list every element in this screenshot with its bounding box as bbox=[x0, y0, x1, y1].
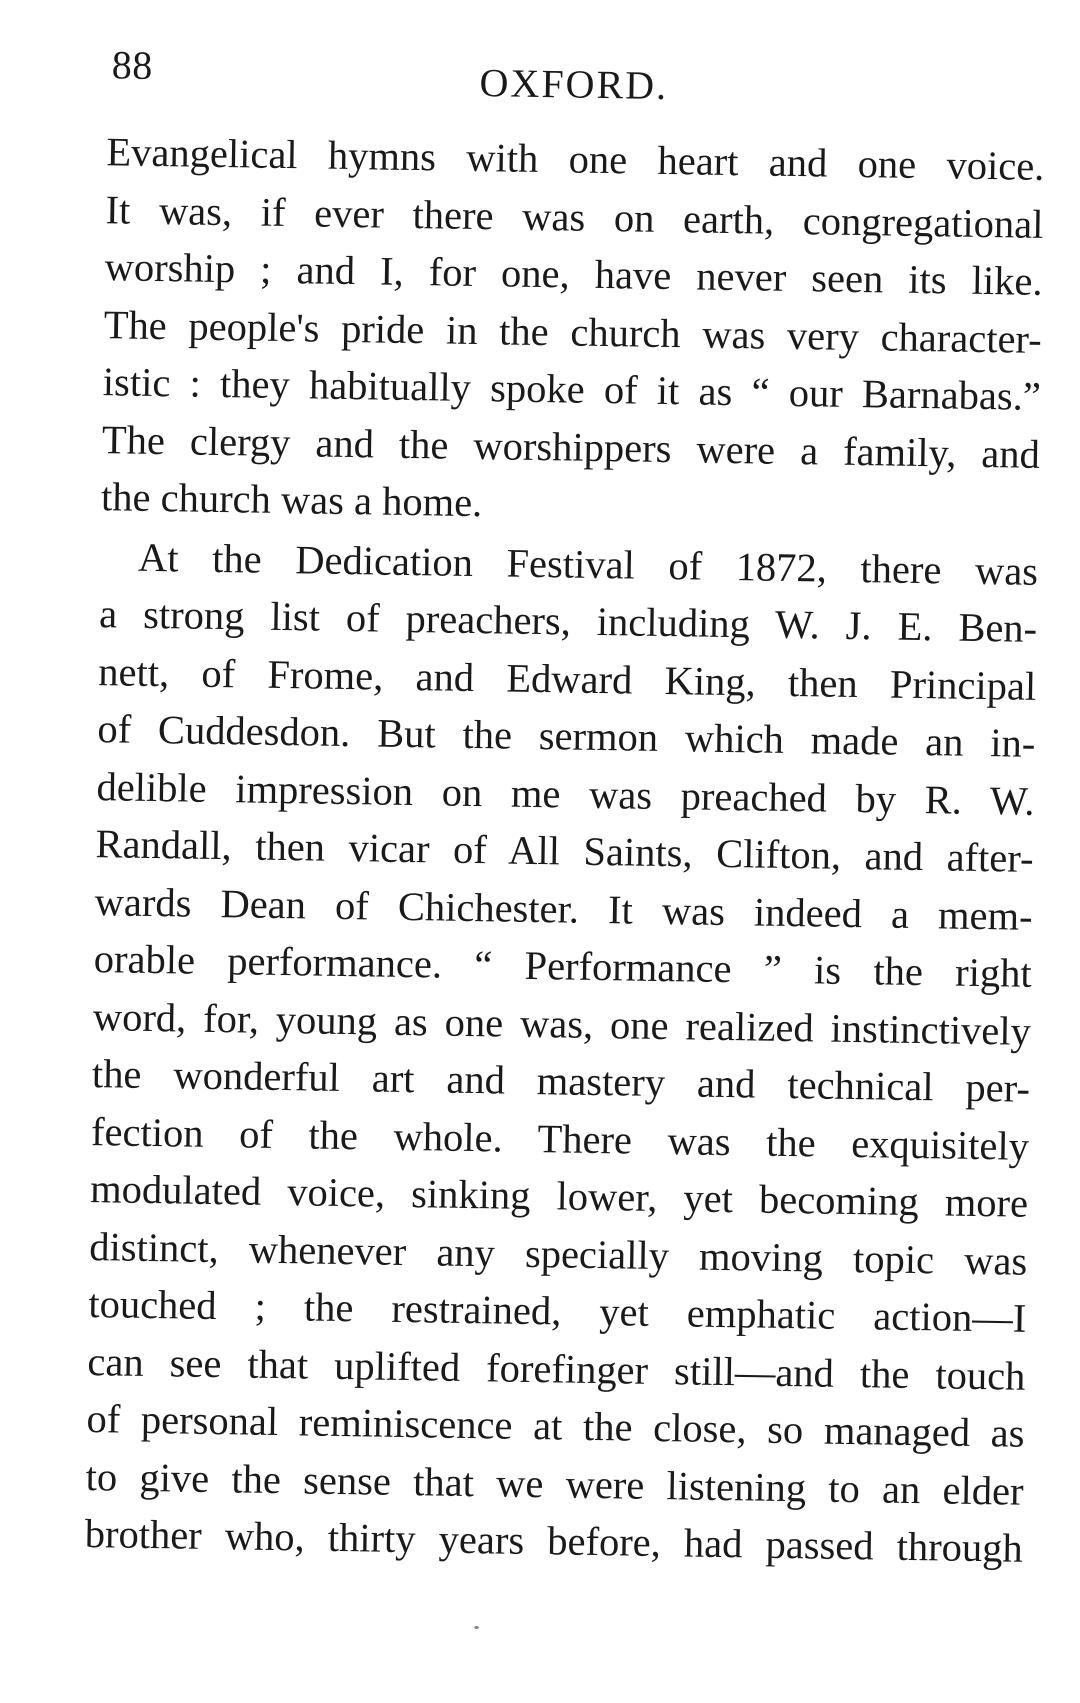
text-line: delible impression on me was preached by R. W. bbox=[96, 763, 1035, 824]
page-number: 88 bbox=[111, 42, 154, 88]
text-line: of Cuddesdon. But the sermon which made an in- bbox=[97, 706, 1036, 766]
body-text bbox=[84, 123, 1044, 1577]
text-line: brother who, thirty years before, had passed through bbox=[84, 1511, 1024, 1571]
text-line: It was, if ever there was on earth, congregational bbox=[105, 186, 1044, 247]
running-title: OXFORD. bbox=[479, 60, 669, 109]
text-line: to give the sense that we were listening to an elder bbox=[85, 1453, 1024, 1514]
text-line: a strong list of preachers, including W. J. E. Ben- bbox=[98, 591, 1038, 651]
ink-speck bbox=[474, 1626, 479, 1629]
text-line: can see that uplifted forefinger still—and the touch bbox=[87, 1338, 1026, 1399]
text-line: orable performance. “ Performance ” is the right bbox=[93, 936, 1033, 996]
text-line: The clergy and the worshippers were a family, and bbox=[101, 416, 1041, 477]
text-line: word, for, young as one was, one realized instinctively bbox=[92, 993, 1032, 1054]
text-line: Randall, then vicar of All Saints, Clifton, and after- bbox=[95, 821, 1034, 881]
text-line: fection of the whole. There was the exquisitely bbox=[90, 1108, 1030, 1169]
text-line: The people's pride in the church was very character- bbox=[103, 301, 1043, 362]
text-line: At the Dedication Festival of 1872, there was bbox=[137, 534, 1039, 594]
paragraph-2 bbox=[84, 528, 1038, 1578]
text-line: the church was a home. bbox=[100, 474, 483, 526]
text-line: modulated voice, sinking lower, yet becoming more bbox=[89, 1166, 1029, 1226]
text-line: touched ; the restrained, yet emphatic action—I bbox=[88, 1281, 1027, 1341]
text-line: wards Dean of Chichester. It was indeed a mem- bbox=[94, 878, 1033, 939]
paragraph-1 bbox=[101, 123, 1045, 540]
text-line: istic : they habitually spoke of it as “ our Barnabas.” bbox=[102, 359, 1042, 419]
text-line: of personal reminiscence at the close, so managed as bbox=[86, 1396, 1025, 1456]
text-line: worship ; and I, for one, have never seen its like. bbox=[104, 244, 1043, 304]
text-line: the wonderful art and mastery and technical per- bbox=[91, 1051, 1031, 1111]
text-line: Evangelical hymns with one heart and one voice. bbox=[106, 129, 1045, 189]
text-line: distinct, whenever any specially moving topic was bbox=[88, 1223, 1028, 1284]
text-line: nett, of Frome, and Edward King, then Principal bbox=[97, 648, 1037, 709]
